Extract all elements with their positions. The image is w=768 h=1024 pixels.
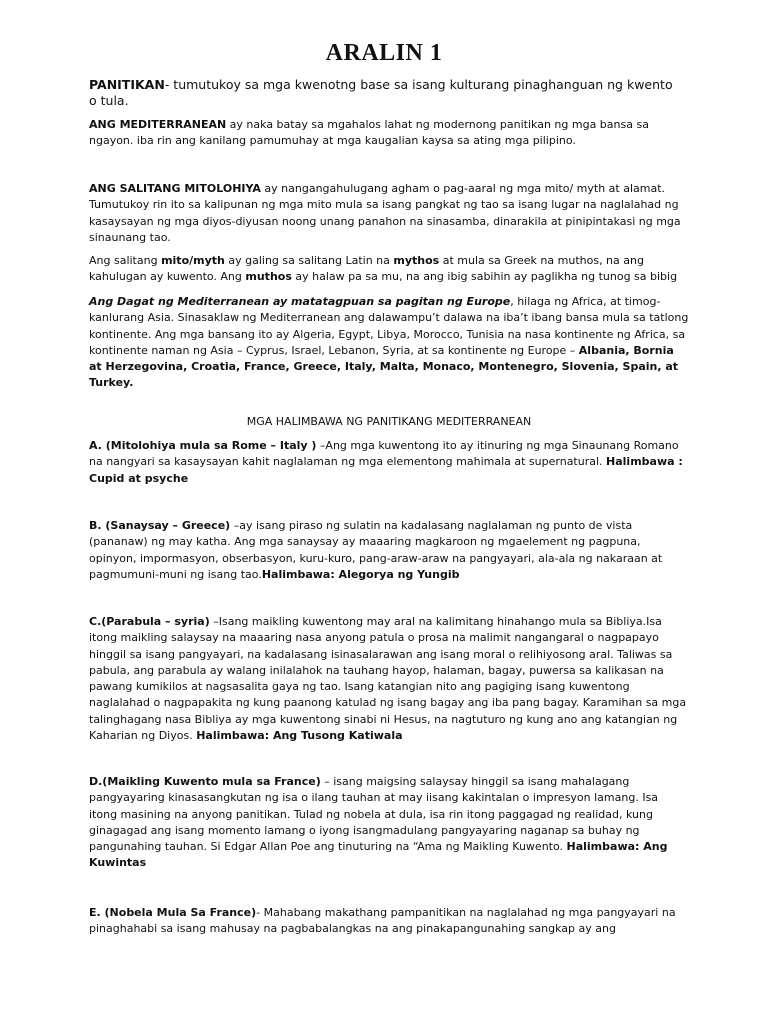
example-c-lead: C.(Parabula – syria)	[89, 615, 210, 628]
dagat-text: , hilaga ng Africa, at timog-kanlurang Asia. Sinasaklaw ng Mediterranean ang dalawampu’t dalawa na iba’t ibang bansa mula sa tatlong kontinente. Ang mga bansang ito ay Algeria, Egypt, Libya, Morocco, Tunisia na nasa kontinente ng Africa, sa kontinente naman ng Asia – Cyprus, Israel, Lebanon, Syria, at sa kontinente ng Europe –	[89, 295, 689, 357]
example-b-lead: B. (Sanaysay – Greece)	[89, 519, 231, 532]
mitolohiya-text: ay nangangahulugang agham o pag-aaral ng mga mito/ myth at alamat. Tumutukoy rin ito sa kalipunan ng mga mito mula sa isang pangkat ng tao sa isang lugar na naglalahad ng kasaysayan ng mga diyos-diyusan noong unang panahon na sinasamba, dinarakila at pinipintakasi ng mga sinaunang tao.	[89, 182, 681, 244]
section-heading: MGA HALIMBAWA NG PANITIKANG MEDITERRANEAN	[246, 415, 532, 428]
example-d	[89, 774, 689, 872]
paragraph-mitolohiya	[89, 181, 689, 246]
example-b-text: –ay isang piraso ng sulatin na kadalasang naglalaman ng punto de vista (pananaw) ng may katha. Ang mga sanaysay ay maaaring magkaroon ng mgaelement ng pagpuna, opinyon, impormasyon, obserbasyon, kuru-kuro, pang-araw-araw na pangyayari, ala-ala ng nakaraan at pagmumuni-muni ng isang tao.	[89, 519, 663, 581]
page-title: ARALIN 1	[325, 40, 443, 66]
example-c-text: –Isang maikling kuwentong may aral na kalimitang hinahango mula sa Bibliya.Isa itong maikling salaysay na maaaring nasa anyong patula o prosa na malimit nangangaral o nagpapayo hinggil sa isang pangyayari, na kadalasang isinasalarawan ang isang moral o relihiyosong aral. Taliwas sa pabula, ang parabula ay walang inilalahok na tauhang hayop, halaman, bagay, puwersa sa kalikasan na pawang kumikilos at nagsasalita gaya ng tao. Isang katangian nito ang pagiging isang kuwentong naglalahad o nagpapakita ng kung paanong katulad ng isang bagay ang iba pang bagay. Karamihan sa mga talinghagang nasa Bibliya ay mga kuwentong sinabi ni Hesus, na nagtuturo ng kung ano ang katangian ng Kaharian ng Diyos.	[89, 615, 687, 743]
example-d-lead: D.(Maikling Kuwento mula sa France)	[89, 775, 321, 788]
example-a	[89, 438, 689, 487]
example-b	[89, 518, 689, 583]
paragraph-mito	[89, 253, 689, 286]
mito-text-3: at mula sa Greek na muthos, na ang kahulugan ay kuwento. Ang	[89, 254, 644, 284]
term-mediterranean: ANG MEDITERRANEAN	[89, 118, 227, 131]
mediterranean-text: ay naka batay sa mgahalos lahat ng modernong panitikan ng mga bansa sa ngayon. iba rin ang kanilang pamumuhay at mga kaugalian kaysa sa ating mga pilipino.	[89, 118, 649, 148]
example-a-lead: A. (Mitolohiya mula sa Rome – Italy )	[89, 439, 317, 452]
dagat-countries: Albania, Bornia at Herzegovina, Croatia, France, Greece, Italy, Malta, Monaco, Montenegro, Slovenia, Spain, at Turkey.	[89, 343, 679, 390]
example-a-halimbawa: Halimbawa : Cupid at psyche	[89, 455, 683, 485]
example-e-text: - Mahabang makathang pampanitikan na naglalahad ng mga pangyayari na pinaghahabi sa isang mahusay na pagbabalangkas na ang pinakapangunahing sangkap ay ang	[89, 906, 676, 936]
term-panitikan: PANITIKAN	[89, 77, 165, 92]
dagat-lead: Ang Dagat ng Mediterranean ay matatagpuan sa pagitan ng Europe	[89, 295, 511, 308]
example-d-text: – isang maigsing salaysay hinggil sa isang mahalagang pangyayaring kinasasangkutan ng isa o ilang tauhan at may iisang kakintalan o impresyon lamang. Isa itong masining na anyong panitikan. Tulad ng nobela at dula, isa rin itong paggagad ng realidad, kung ginagagad ang isang momento lamang o iyong isangmadulang pangyayaring naganap sa buhay ng pangunahing tauhan. Si Edgar Allan Poe ang tinuturing na “Ama ng Maikling Kuwento.	[89, 775, 659, 854]
example-b-halimbawa: Halimbawa: Alegorya ng Yungib	[261, 567, 460, 581]
term-mitolohiya: ANG SALITANG MITOLOHIYA	[89, 182, 261, 195]
mito-text-2: ay galing sa salitang Latin na	[224, 254, 394, 267]
term-mito-myth: mito/myth	[161, 254, 225, 267]
example-e	[89, 905, 689, 938]
example-e-lead: E. (Nobela Mula Sa France)	[89, 906, 257, 919]
mito-text-4: ay halaw pa sa mu, na ang ibig sabihin ay paglikha ng tunog sa bibig	[291, 270, 678, 284]
example-c-halimbawa: Halimbawa: Ang Tusong Katiwala	[196, 729, 403, 743]
intro-paragraph	[89, 77, 679, 109]
mito-text-1: Ang salitang	[89, 254, 162, 267]
term-mythos: mythos	[393, 254, 440, 267]
example-d-halimbawa: Halimbawa: Ang Kuwintas	[89, 840, 668, 870]
intro-text: - tumutukoy sa mga kwenotng base sa isang kulturang pinaghanguan ng kwento o tula.	[89, 77, 673, 108]
paragraph-mediterranean	[89, 117, 689, 150]
term-muthos: muthos	[245, 270, 292, 284]
example-c	[89, 614, 689, 744]
paragraph-dagat	[89, 294, 689, 392]
example-a-text: –Ang mga kuwentong ito ay itinuring ng mga Sinaunang Romano na nangyari sa kasaysayan kahit naglalaman ng mga elementong mahimala at supernatural.	[89, 439, 679, 469]
